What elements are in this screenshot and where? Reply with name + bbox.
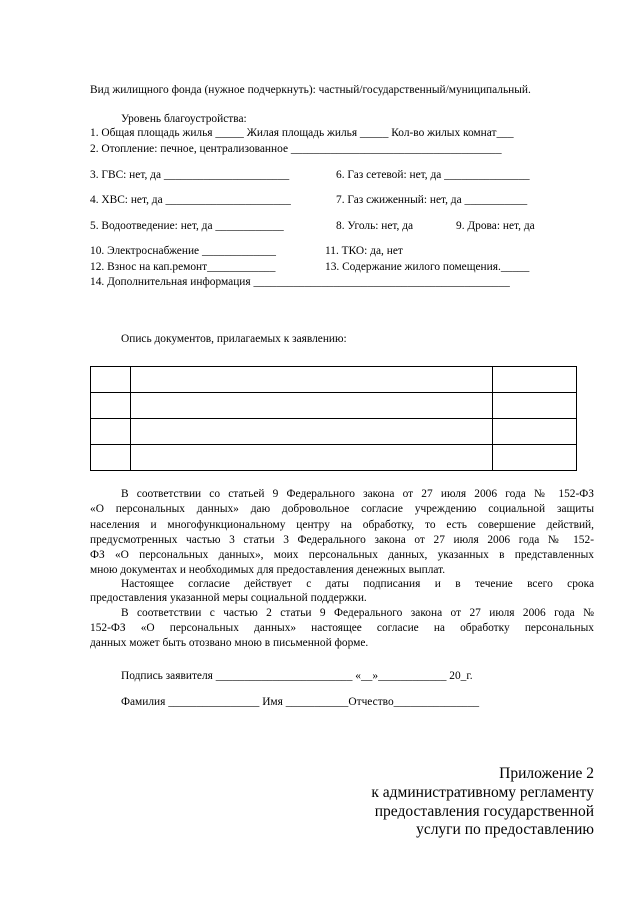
item-3: 3. ГВС: нет, да ______________________ [90,169,290,181]
table-row [91,445,577,471]
item-14: 14. Дополнительная информация _____________________________________________ [90,276,510,288]
appendix-line-4: услуги по предоставлению [416,821,594,838]
table-cell[interactable] [91,367,131,393]
table-cell[interactable] [91,393,131,419]
consent-p1-line3: населения и многофункциональному центру на обработку, то есть совершение действий, [90,519,594,531]
table-cell[interactable] [131,393,493,419]
item-9: 9. Дрова: нет, да [456,220,535,232]
item-12: 12. Взнос на кап.ремонт____________ [90,261,276,273]
comfort-heading: Уровень благоустройства: [121,113,247,125]
item-2: 2. Отопление: печное, централизованное _____________________________________ [90,143,502,155]
table-row [91,419,577,445]
item-1: 1. Общая площадь жилья _____ Жилая площадь жилья _____ Кол-во жилых комнат___ [90,127,514,139]
consent-p1-line2: «О персональных данных» даю добровольное согласие учреждению социальной защиты [90,503,594,515]
table-cell[interactable] [493,393,577,419]
consent-p1-line5: ФЗ «О персональных данных», моих персональных данных, указанных в представленных [90,549,594,561]
item-13: 13. Содержание жилого помещения._____ [325,261,530,273]
table-cell[interactable] [493,367,577,393]
full-name-line: Фамилия ________________ Имя ___________Отчество_______________ [121,696,480,708]
appendix-line-1: Приложение 2 [499,765,594,782]
consent-p2-line2: предоставления указанной меры социальной поддержки. [90,592,367,604]
item-7: 7. Газ сжиженный: нет, да ___________ [336,194,528,206]
consent-p3-line2: 152-ФЗ «О персональных данных» настоящее согласие на обработку персональных [90,622,594,634]
table-row [91,393,577,419]
signature-line: Подпись заявителя ________________________ «__»____________ 20_г. [121,670,473,682]
appendix-line-3: предоставления государственной [374,803,594,820]
consent-p1-line1: В соответствии со статьей 9 Федерального закона от 27 июля 2006 года № 152-ФЗ [121,488,594,500]
item-10: 10. Электроснабжение _____________ [90,245,276,257]
table-cell[interactable] [493,445,577,471]
consent-p3-line1: В соответствии с частью 2 статьи 9 Федерального закона от 27 июля 2006 года № [121,607,594,619]
table-cell[interactable] [91,445,131,471]
documents-table [90,366,577,471]
table-row [91,367,577,393]
table-cell[interactable] [131,419,493,445]
item-8: 8. Уголь: нет, да [336,220,414,232]
item-6: 6. Газ сетевой: нет, да _______________ [336,169,530,181]
fund-type-line: Вид жилищного фонда (нужное подчеркнуть): частный/государственный/муниципальный. [90,84,531,96]
item-11: 11. ТКО: да, нет [325,245,403,257]
docs-heading: Опись документов, прилагаемых к заявлению: [121,333,347,345]
table-cell[interactable] [131,367,493,393]
appendix-line-2: к административному регламенту [371,784,594,801]
table-cell[interactable] [131,445,493,471]
table-cell[interactable] [493,419,577,445]
item-4: 4. ХВС: нет, да ______________________ [90,194,291,206]
consent-p1-line4: предусмотренных частью 3 статьи 3 Федерального закона от 27 июля 2006 года № 152- [90,534,594,546]
consent-p3-line3: данных может быть отозвано мною в письменной форме. [90,637,369,649]
consent-p1-line6: мною документах и необходимых для предоставления денежных выплат. [90,564,446,576]
consent-p2-line1: Настоящее согласие действует с даты подписания и в течение всего срока [121,578,594,590]
table-cell[interactable] [91,419,131,445]
item-5: 5. Водоотведение: нет, да ____________ [90,220,284,232]
